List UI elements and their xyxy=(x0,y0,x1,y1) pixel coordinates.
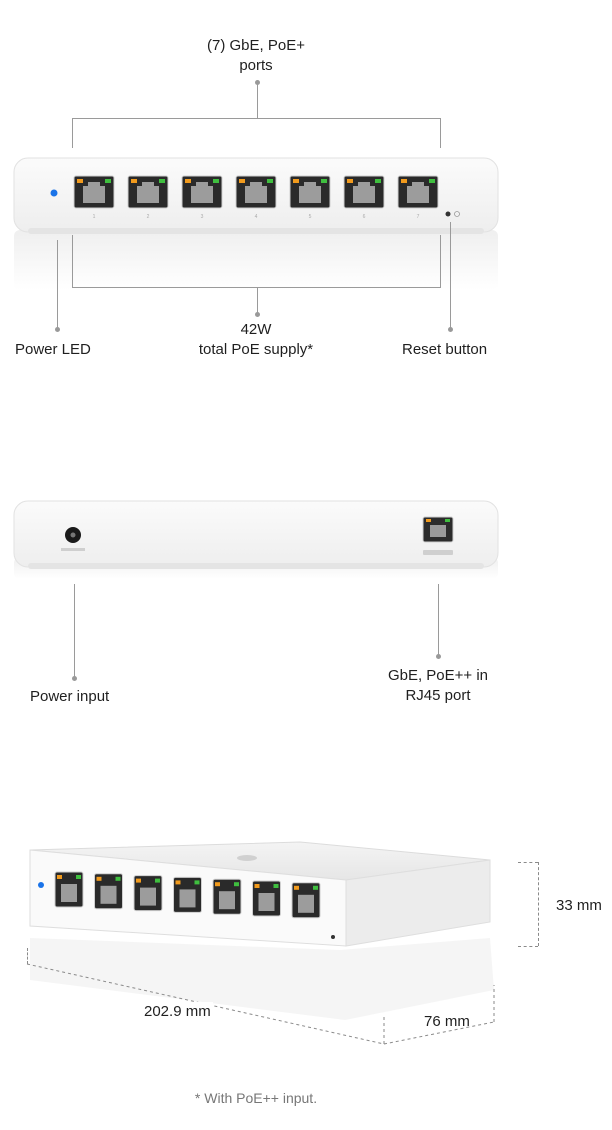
rj45-port-icon xyxy=(213,879,241,914)
power-led-line xyxy=(57,240,58,328)
poe-callout-line1: 42W xyxy=(240,321,272,338)
poe-bracket-right xyxy=(440,235,441,287)
rj45-port-icon xyxy=(55,872,83,907)
poe-bracket-left xyxy=(72,235,73,287)
height-label: 33 mm xyxy=(556,897,602,914)
poe-in-line2: RJ45 port xyxy=(405,687,471,704)
callout-dot xyxy=(72,676,77,681)
poe-in-line1: GbE, PoE++ in xyxy=(387,667,489,684)
port-number: 6 xyxy=(362,214,366,220)
rj45-port-icon xyxy=(95,874,123,909)
port-number: 7 xyxy=(416,214,420,220)
ports-callout-line2: ports xyxy=(239,57,273,74)
port-number: 2 xyxy=(146,214,150,220)
port-number: 1 xyxy=(92,214,96,220)
depth-width-dims xyxy=(0,955,612,1055)
reset-button-icon xyxy=(331,935,335,939)
poe-callout-line xyxy=(257,287,258,313)
height-dim-bottom xyxy=(518,946,538,947)
poe-in-line xyxy=(438,584,439,655)
bracket-right xyxy=(440,118,441,148)
rj45-port-icon xyxy=(253,881,281,916)
height-dim-top xyxy=(518,862,538,863)
depth-label: 76 mm xyxy=(424,1013,470,1030)
callout-dot xyxy=(436,654,441,659)
callout-line xyxy=(257,84,258,118)
callout-dot xyxy=(448,327,453,332)
reset-label: Reset button xyxy=(402,341,488,358)
rj45-port-icon xyxy=(292,883,320,918)
power-input-label: Power input xyxy=(30,688,110,705)
poe-callout xyxy=(166,320,346,360)
switch-front-image xyxy=(0,150,612,300)
power-led-icon xyxy=(51,190,58,197)
height-dim-line xyxy=(538,862,539,946)
power-led-icon xyxy=(38,882,44,888)
ports-callout-line1: (7) GbE, PoE+ xyxy=(207,37,305,54)
port-number: 3 xyxy=(200,214,204,220)
rj45-port-icon xyxy=(134,876,162,911)
footnote: * With PoE++ input. xyxy=(194,1090,318,1106)
poe-in-callout xyxy=(368,666,508,706)
port-number: 4 xyxy=(254,214,258,220)
bracket-left xyxy=(72,118,73,148)
poe-callout-line2: total PoE supply* xyxy=(198,341,314,358)
callout-dot xyxy=(55,327,60,332)
width-label: 202.9 mm xyxy=(144,1003,211,1020)
ports-callout xyxy=(186,36,326,76)
reset-line xyxy=(450,222,451,328)
power-input-line xyxy=(74,584,75,677)
ports-bracket xyxy=(72,118,441,119)
power-led-label: Power LED xyxy=(15,341,91,358)
rj45-port-icon xyxy=(174,877,202,912)
port-number: 5 xyxy=(308,214,312,220)
callout-dot xyxy=(255,312,260,317)
switch-back-image xyxy=(0,495,612,585)
reset-button-icon xyxy=(446,212,451,217)
